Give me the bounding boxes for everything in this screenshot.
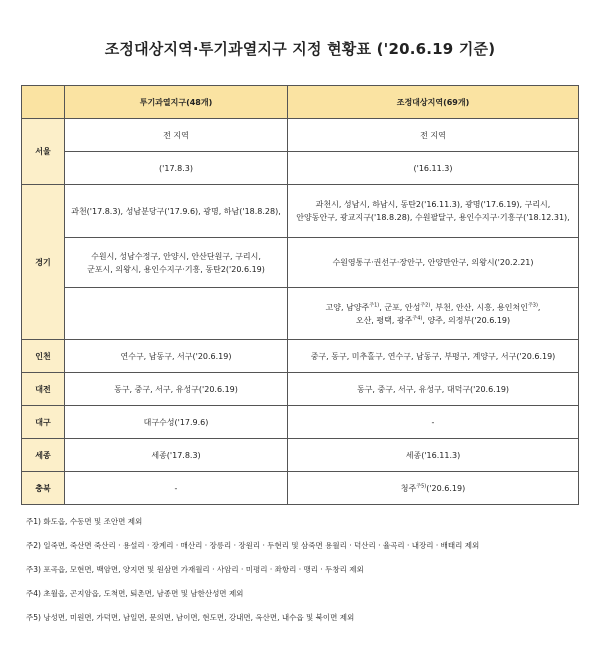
designation-table [21,85,579,505]
gyeonggi-adj-3-part: , [537,302,541,312]
region-gyeonggi: 경기 [22,185,65,340]
table-row [22,373,579,406]
gyeonggi-adj-1-line1: 과천시, 성남시, 하남시, 동탄2('16.11.3), 광명('17.6.19), 구리시, [315,200,551,209]
gyeonggi-spec-2-line1: 수원시, 성남수정구, 안양시, 안산단원구, 구리시, [91,251,261,261]
table-row [22,406,579,439]
daegu-spec: 대구수성('17.9.6) [65,406,288,439]
chungbuk-adj-part: 청주 [400,483,417,493]
gyeonggi-spec-1-text: 과천('17.8.3), 성남분당구('17.9.6), 광명, 하남('18.8.28), [71,206,281,216]
footnote-1: 주1) 화도읍, 수동면 및 조안면 제외 [26,517,143,526]
region-chungbuk: 충북 [22,472,65,505]
footnote-mark: 주3) [527,301,538,308]
gyeonggi-adj-2-text: 수원영통구·권선구·장안구, 안양만안구, 의왕시('20.2.21) [332,258,534,267]
header-adjustment: 조정대상지역(69개) [288,86,579,119]
region-daegu: 대구 [22,406,65,439]
table-row [22,152,579,185]
gyeonggi-spec-2-line2: 군포시, 의왕시, 용인수지구·기흥, 동탄2('20.6.19) [87,264,265,274]
gyeonggi-spec-3-empty [65,288,288,340]
chungbuk-adj-part: ('20.6.19) [426,483,466,493]
incheon-spec: 연수구, 남동구, 서구('20.6.19) [65,340,288,373]
sejong-adj: 세종('16.11.3) [288,439,579,472]
table-row [22,185,579,238]
region-sejong: 세종 [22,439,65,472]
seoul-spec-date: ('17.8.3) [65,152,288,185]
seoul-adj-area: 전 지역 [288,119,579,152]
footnote-mark: 주2) [420,301,431,308]
region-daejeon: 대전 [22,373,65,406]
gyeonggi-adj-3-part: , 양주, 의정부('20.6.19) [422,315,511,325]
chungbuk-adj [288,472,579,505]
sejong-spec: 세종('17.8.3) [65,439,288,472]
region-seoul: 서울 [22,119,65,185]
footnotes [26,517,479,637]
chungbuk-spec: - [65,472,288,505]
footnote-5: 주5) 낭성면, 미원면, 가덕면, 남일면, 문의면, 남이면, 현도면, 강내면, 옥산면, 내수읍 및 북이면 제외 [26,613,355,622]
page-title: 조정대상지역·투기과열지구 지정 현황표 ('20.6.19 기준) [104,40,496,58]
table-row [22,340,579,373]
footnote-4: 주4) 초월읍, 곤지암읍, 도척면, 퇴촌면, 남종면 및 남한산성면 제외 [26,589,244,598]
gyeonggi-adj-3 [288,288,579,340]
daegu-adj: - [288,406,579,439]
gyeonggi-adj-1 [288,185,579,238]
table-row [22,238,579,288]
seoul-adj-date: ('16.11.3) [288,152,579,185]
incheon-adj: 중구, 동구, 미추홀구, 연수구, 남동구, 부평구, 계양구, 서구('20.6.19) [288,340,579,373]
footnote-2: 주2) 일죽면, 죽산면 죽산리 · 용설리 · 장계리 · 매산리 · 장릉리 · 장원리 · 두현리 및 삼죽면 용월리 · 덕산리 · 율곡리 · 내장리 · 배태리 제외 [26,541,480,550]
region-incheon: 인천 [22,340,65,373]
gyeonggi-spec-2 [65,238,288,288]
table-row [22,119,579,152]
footnote-mark: 주5) [416,482,427,489]
footnote-3: 주3) 포곡읍, 모현면, 백암면, 양지면 및 원삼면 가재월리 · 사암리 · 미평리 · 좌항리 · 맹리 · 두창리 제외 [26,565,364,574]
gyeonggi-adj-3-part: , 군포, 안성 [379,302,421,312]
table-row [22,472,579,505]
daejeon-adj: 동구, 중구, 서구, 유성구, 대덕구('20.6.19) [288,373,579,406]
footnote-mark: 주1) [369,301,380,308]
gyeonggi-spec-1 [65,185,288,238]
gyeonggi-adj-1-line2: 안양동안구, 광교지구('18.8.28), 수원팔달구, 용인수지구·기흥구('18.12.31), [296,213,570,222]
seoul-spec-area: 전 지역 [65,119,288,152]
table-row [22,439,579,472]
table-row [22,288,579,340]
header-speculation: 투기과열지구(48개) [65,86,288,119]
table-header-row [22,86,579,119]
gyeonggi-adj-3-part: 고양, 남양주 [325,302,370,312]
gyeonggi-adj-3-part: , 부천, 안산, 시흥, 용인처인 [430,302,528,312]
header-corner [22,86,65,119]
gyeonggi-adj-3-part: 오산, 평택, 광주 [355,315,413,325]
daejeon-spec: 동구, 중구, 서구, 유성구('20.6.19) [65,373,288,406]
gyeonggi-adj-2 [288,238,579,288]
footnote-mark: 주4) [412,314,423,321]
